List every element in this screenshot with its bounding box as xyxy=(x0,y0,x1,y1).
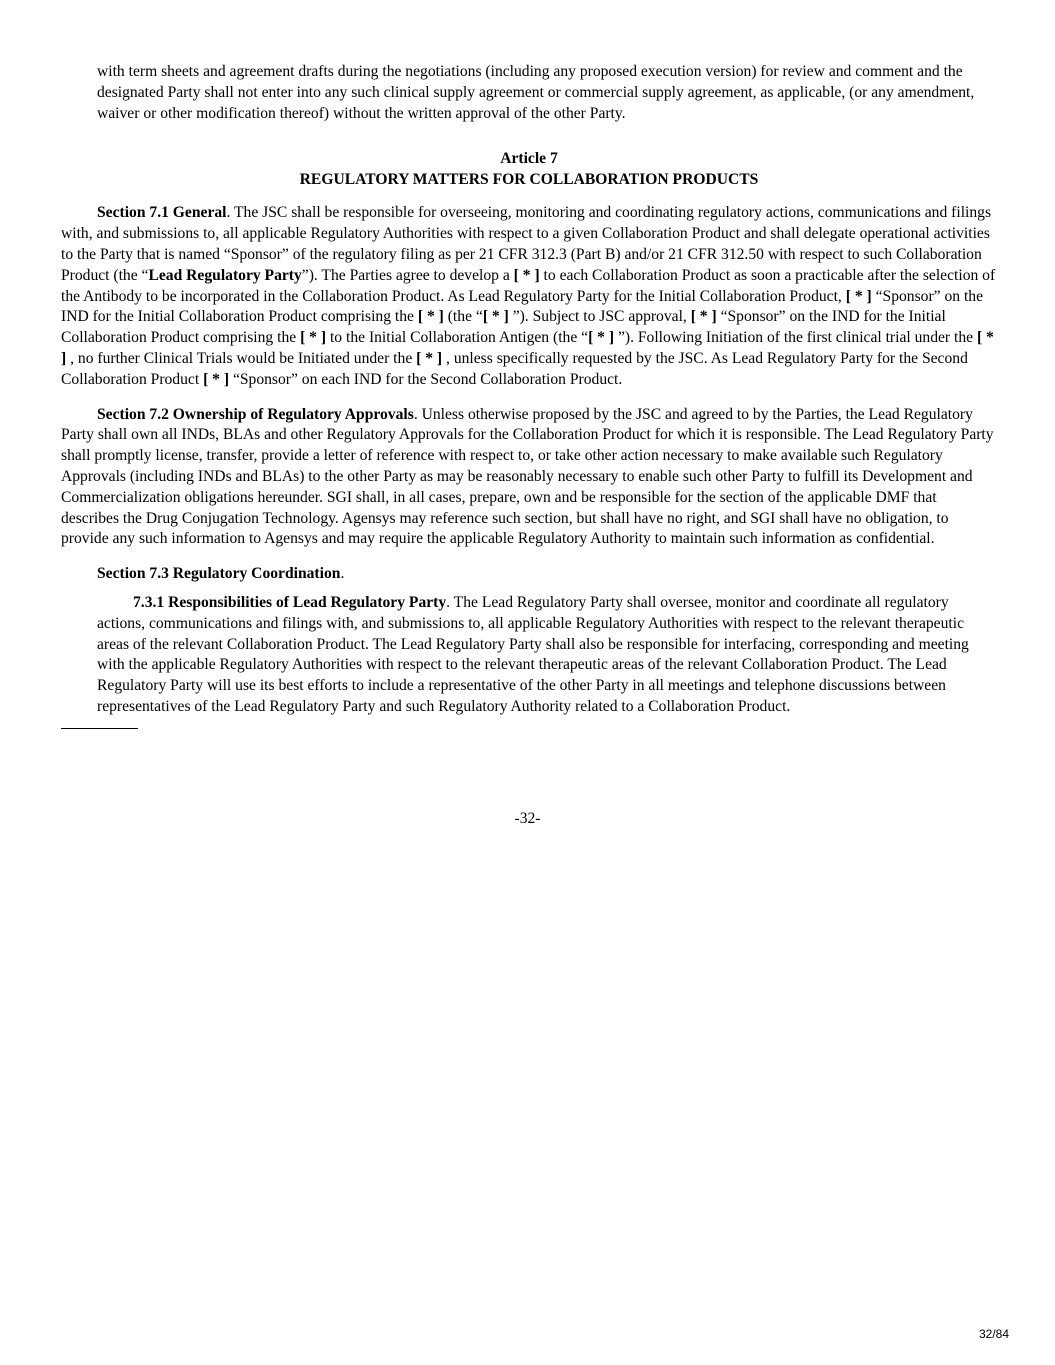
redaction-marker: [ * ] xyxy=(845,287,872,305)
section-7-1-text: to the Initial Collaboration Antigen (the “ xyxy=(326,329,589,347)
section-7-1-heading: Section 7.1 General xyxy=(97,204,227,222)
redaction-marker: [ * ] xyxy=(588,329,615,347)
section-7-3-1-text: . The Lead Regulatory Party shall oversee, monitor and coordinate all regulatory actions, communications and filings with, and submissions to, all applicable Regulatory Authorities with respect to the relevant therapeutic areas of the relevant Collaboration Product. The Lead Regulatory Party shall also be responsible for interfacing, corresponding and meeting with the applicable Regulatory Authorities with respect to the relevant therapeutic areas of the relevant Collaboration Product. The Lead Regulatory Party will use its best efforts to include a representative of the other Party in all meetings and telephone discussions between representatives of the Lead Regulatory Party and such Regulatory Authority related to a Collaboration Product. xyxy=(97,593,969,715)
section-7-3-1-heading: 7.3.1 Responsibilities of Lead Regulatory Party xyxy=(133,593,447,611)
section-7-1-text: , no further Clinical Trials would be Initiated under the xyxy=(66,349,417,367)
footnote-separator xyxy=(61,728,138,729)
section-7-2-paragraph xyxy=(61,405,997,551)
redaction-marker: [ * ] xyxy=(416,349,443,367)
section-7-3-tail: . xyxy=(340,565,345,583)
redaction-marker: [ * ] xyxy=(203,370,230,388)
redaction-marker: [ * ] xyxy=(417,308,444,326)
redaction-marker: [ * ] xyxy=(513,266,540,284)
section-7-1-text: ”). The Parties agree to develop a xyxy=(301,266,514,284)
section-7-3-heading: Section 7.3 Regulatory Coordination xyxy=(97,565,341,583)
section-7-1-paragraph xyxy=(61,203,997,390)
section-7-3-1-paragraph xyxy=(61,593,997,718)
intro-paragraph: with term sheets and agreement drafts during the negotiations (including any proposed execution version) for review and comment and the designated Party shall not enter into any such clinical supply agreement or commercial supply agreement, as applicable, (or any amendment, waiver or other modification thereof) without the written approval of the other Party. xyxy=(97,63,975,122)
section-7-1-text: (the “ xyxy=(443,308,483,326)
document-page xyxy=(61,62,997,729)
section-7-1-text: “Sponsor” on the IND for the Initial Collaboration Product comprising the xyxy=(61,308,946,347)
redaction-marker: [ * ] xyxy=(300,329,327,347)
pdf-page-counter: 32/84 xyxy=(978,1327,1009,1341)
lead-regulatory-party-term: Lead Regulatory Party xyxy=(148,266,302,284)
redaction-marker: [ * ] xyxy=(482,308,509,326)
article-title: REGULATORY MATTERS FOR COLLABORATION PRODUCTS xyxy=(299,171,759,189)
section-7-1-text: ”). Following Initiation of the first clinical trial under the xyxy=(614,329,977,347)
section-7-3-paragraph xyxy=(61,564,997,585)
section-7-1-text: ”). Subject to JSC approval, xyxy=(508,308,691,326)
section-7-1-text: “Sponsor” on the IND for the Initial Collaboration Product comprising the xyxy=(61,287,984,326)
section-7-1-text: , unless specifically requested by the JSC. As Lead Regulatory Party for the Second Collaboration Product xyxy=(61,349,968,388)
redaction-marker: [ * ] xyxy=(690,308,717,326)
section-7-1-text: . The JSC shall be responsible for overseeing, monitoring and coordinating regulatory actions, communications and filings with, and submissions to, all applicable Regulatory Authorities with respect to a given Collaboration Product and shall delegate operational activities to the Party that is named “Sponsor” of the regulatory filing as per 21 CFR 312.3 (Part B) and/or 21 CFR 312.50 with respect to such Collaboration Product (the “ xyxy=(61,204,992,284)
section-7-1-text: “Sponsor” on each IND for the Second Collaboration Product. xyxy=(229,370,623,388)
section-7-1-text: to each Collaboration Product as soon a practicable after the selection of the Antibody to be incorporated in the Collaboration Product. As Lead Regulatory Party for the Initial Collaboration Product, xyxy=(61,266,996,305)
redaction-marker: [ * ] xyxy=(61,329,994,367)
article-heading xyxy=(61,148,997,190)
section-7-2-heading: Section 7.2 Ownership of Regulatory Approvals xyxy=(97,405,414,423)
section-7-2-text: . Unless otherwise proposed by the JSC and agreed to by the Parties, the Lead Regulatory Party shall own all INDs, BLAs and other Regulatory Approvals for the Collaboration Product for which it is responsible. The Lead Regulatory Party shall promptly license, transfer, provide a letter of reference with respect to, or take other action necessary to make available such Regulatory Approvals (including INDs and BLAs) to the other Party as may be reasonably necessary to enable such other Party to fulfill its Development and Commercialization obligations hereunder. SGI shall, in all cases, prepare, own and be responsible for the section of the applicable DMF that describes the Drug Conjugation Technology. Agensys may reference such section, but shall have no right, and SGI shall have no obligation, to provide any such information to Agensys and may require the applicable Regulatory Authority to maintain such information as confidential. xyxy=(61,405,994,548)
page-number: -32- xyxy=(514,810,541,827)
article-number: Article 7 xyxy=(500,150,558,168)
